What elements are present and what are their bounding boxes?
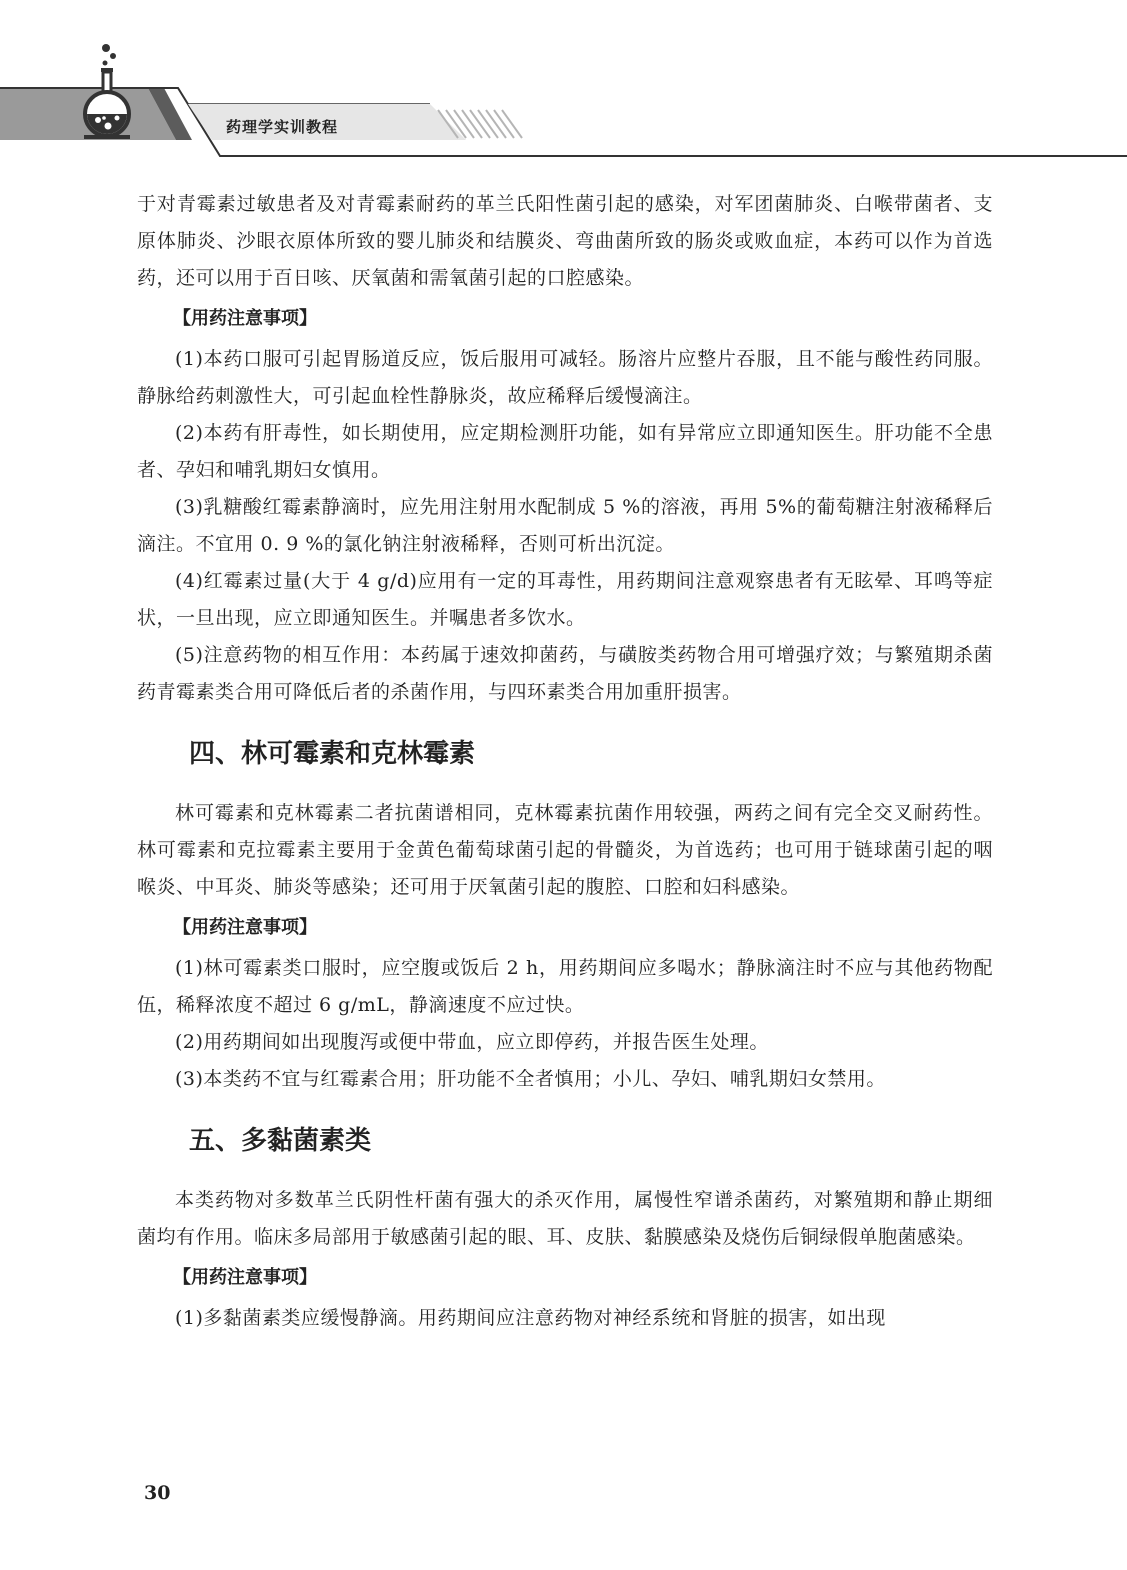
list-item: (2)本药有肝毒性，如长期使用，应定期检测肝功能，如有异常应立即通知医生。肝功能不全患者、孕妇和哺乳期妇女慎用。 (137, 422, 993, 481)
list-item: (5)注意药物的相互作用：本药属于速效抑菌药，与磺胺类药物合用可增强疗效；与繁殖期杀菌药青霉素类合用可降低后者的杀菌作用，与四环素类合用加重肝损害。 (137, 644, 993, 703)
list-item: (3)乳糖酸红霉素静滴时，应先用注射用水配制成 5 %的溶液，再用 5%的葡萄糖注射液稀释后滴注。不宜用 0. 9 %的氯化钠注射液稀释，否则可析出沉淀。 (137, 496, 993, 555)
book-title: 药理学实训教程 (226, 118, 339, 136)
notice-heading: 【用药注意事项】 (173, 308, 317, 329)
header-banner (0, 0, 1127, 170)
section-heading-lincomycin: 四、林可霉素和克林霉素 (189, 739, 476, 769)
flask-icon (80, 42, 140, 142)
intro-paragraph: 于对青霉素过敏患者及对青霉素耐药的革兰氏阳性菌引起的感染，对军团菌肺炎、白喉带菌者、支原体肺炎、沙眼衣原体所致的婴儿肺炎和结膜炎、弯曲菌所致的肠炎或败血症，本药可以作为首选药，还可以用于百日咳、厌氧菌和需氧菌引起的口腔感染。 (137, 193, 993, 289)
list-item: (2)用药期间如出现腹泻或便中带血，应立即停药，并报告医生处理。 (175, 1031, 769, 1053)
page-header (0, 0, 1127, 170)
page-content (137, 186, 993, 1337)
page-number: 30 (144, 1482, 171, 1504)
list-item: (4)红霉素过量(大于 4 g/d)应用有一定的耳毒性，用药期间注意观察患者有无眩晕、耳鸣等症状，一旦出现，应立即通知医生。并嘱患者多饮水。 (137, 570, 993, 629)
list-item: (1)本药口服可引起胃肠道反应，饭后服用可减轻。肠溶片应整片吞服，且不能与酸性药同服。静脉给药刺激性大，可引起血栓性静脉炎，故应稀释后缓慢滴注。 (137, 348, 993, 407)
section-heading-polymyxin: 五、多黏菌素类 (189, 1126, 372, 1156)
list-item: (3)本类药不宜与红霉素合用；肝功能不全者慎用；小儿、孕妇、哺乳期妇女禁用。 (175, 1068, 886, 1090)
list-item: (1)多黏菌素类应缓慢静滴。用药期间应注意药物对神经系统和肾脏的损害，如出现 (175, 1307, 886, 1329)
section-paragraph: 林可霉素和克林霉素二者抗菌谱相同，克林霉素抗菌作用较强，两药之间有完全交叉耐药性。林可霉素和克拉霉素主要用于金黄色葡萄球菌引起的骨髓炎，为首选药；也可用于链球菌引起的咽喉炎、中耳炎、肺炎等感染；还可用于厌氧菌引起的腹腔、口腔和妇科感染。 (137, 802, 993, 898)
section-paragraph: 本类药物对多数革兰氏阴性杆菌有强大的杀灭作用，属慢性窄谱杀菌药，对繁殖期和静止期细菌均有作用。临床多局部用于敏感菌引起的眼、耳、皮肤、黏膜感染及烧伤后铜绿假单胞菌感染。 (137, 1189, 993, 1248)
notice-heading: 【用药注意事项】 (173, 917, 317, 938)
notice-heading: 【用药注意事项】 (173, 1267, 317, 1288)
list-item: (1)林可霉素类口服时，应空腹或饭后 2 h，用药期间应多喝水；静脉滴注时不应与其他药物配伍，稀释浓度不超过 6 g/mL，静滴速度不应过快。 (137, 957, 993, 1016)
